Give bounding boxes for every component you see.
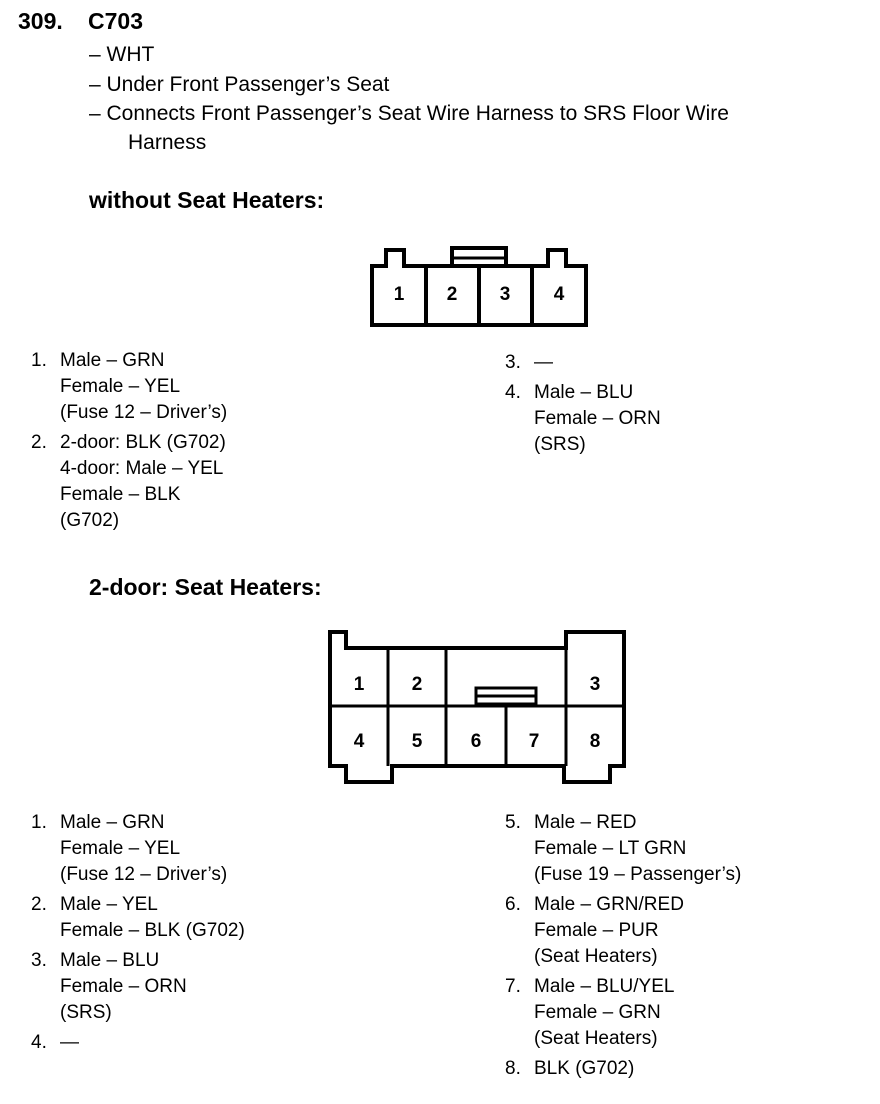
pin-list-right-1 <box>505 350 865 470</box>
pin-line: Female – YEL <box>60 838 181 859</box>
pin-line: (Fuse 12 – Driver’s) <box>60 864 228 885</box>
pin-number: 2. <box>31 894 47 915</box>
cavity-label: 2 <box>411 674 423 695</box>
pin-number: 6. <box>505 894 521 915</box>
pin-line: (Fuse 12 – Driver’s) <box>60 402 228 423</box>
pin-number: 1. <box>31 812 47 833</box>
color-line: – WHT <box>89 43 155 66</box>
cavity-label: 1 <box>353 674 365 695</box>
pin-line: (Seat Heaters) <box>534 946 658 967</box>
pin-line: (Fuse 19 – Passenger’s) <box>534 864 742 885</box>
pin-line: Male – GRN/RED <box>534 894 684 915</box>
pin-number: 8. <box>505 1058 521 1079</box>
cavity-label: 3 <box>589 674 601 695</box>
pin-line: (G702) <box>60 510 120 531</box>
pin-list-left-2 <box>31 810 471 1060</box>
pin-line: Male – BLU <box>534 382 634 403</box>
pin-line: Female – ORN <box>60 976 187 997</box>
pin-number: 4. <box>505 382 521 403</box>
pin-list-left-1 <box>31 348 471 538</box>
pin-line: BLK (G702) <box>534 1058 635 1079</box>
pin-line: Female – PUR <box>534 920 659 941</box>
cavity-label: 3 <box>499 284 511 305</box>
pin-line: — <box>60 1032 79 1053</box>
pin-line: (Seat Heaters) <box>534 1028 658 1049</box>
connects-line-continued: Harness <box>128 131 207 154</box>
cavity-label: 1 <box>393 284 405 305</box>
pin-line: (SRS) <box>534 434 586 455</box>
cavity-label: 4 <box>353 731 365 752</box>
pin-line: Female – GRN <box>534 1002 661 1023</box>
cavity-label: 5 <box>411 731 423 752</box>
pin-number: 4. <box>31 1032 47 1053</box>
pin-line: Male – BLU <box>60 950 160 971</box>
pin-number: 5. <box>505 812 521 833</box>
pin-number: 1. <box>31 350 47 371</box>
pin-line: 4-door: Male – YEL <box>60 458 224 479</box>
section-heading-no-heaters: without Seat Heaters: <box>89 187 325 213</box>
pin-number: 3. <box>505 352 521 373</box>
connector-diagram-8pin <box>320 624 640 790</box>
connects-line: – Connects Front Passenger’s Seat Wire Harness to SRS Floor Wire <box>89 102 729 125</box>
pin-number: 2. <box>31 432 47 453</box>
pin-line: 2-door: BLK (G702) <box>60 432 226 453</box>
pin-line: Female – LT GRN <box>534 838 687 859</box>
pin-line: Male – GRN <box>60 812 165 833</box>
pin-number: 3. <box>31 950 47 971</box>
cavity-label: 7 <box>528 731 540 752</box>
cavity-label: 4 <box>553 284 565 305</box>
pin-line: — <box>534 352 553 373</box>
connector-number: 309. <box>18 8 63 34</box>
pin-line: Male – BLU/YEL <box>534 976 675 997</box>
pin-line: Female – BLK (G702) <box>60 920 245 941</box>
pin-line: Female – YEL <box>60 376 181 397</box>
pin-line: Male – YEL <box>60 894 158 915</box>
pin-line: (SRS) <box>60 1002 112 1023</box>
pin-line: Female – BLK <box>60 484 181 505</box>
cavity-label: 8 <box>589 731 601 752</box>
location-line: – Under Front Passenger’s Seat <box>89 73 390 96</box>
connector-id: C703 <box>88 8 143 34</box>
pin-line: Female – ORN <box>534 408 661 429</box>
cavity-label: 6 <box>470 731 482 752</box>
section-heading-seat-heaters: 2-door: Seat Heaters: <box>89 574 322 600</box>
pin-list-right-2 <box>505 810 865 1090</box>
pin-number: 7. <box>505 976 521 997</box>
pin-line: Male – RED <box>534 812 637 833</box>
connector-diagram-4pin <box>360 238 600 334</box>
cavity-label: 2 <box>446 284 458 305</box>
pin-line: Male – GRN <box>60 350 165 371</box>
